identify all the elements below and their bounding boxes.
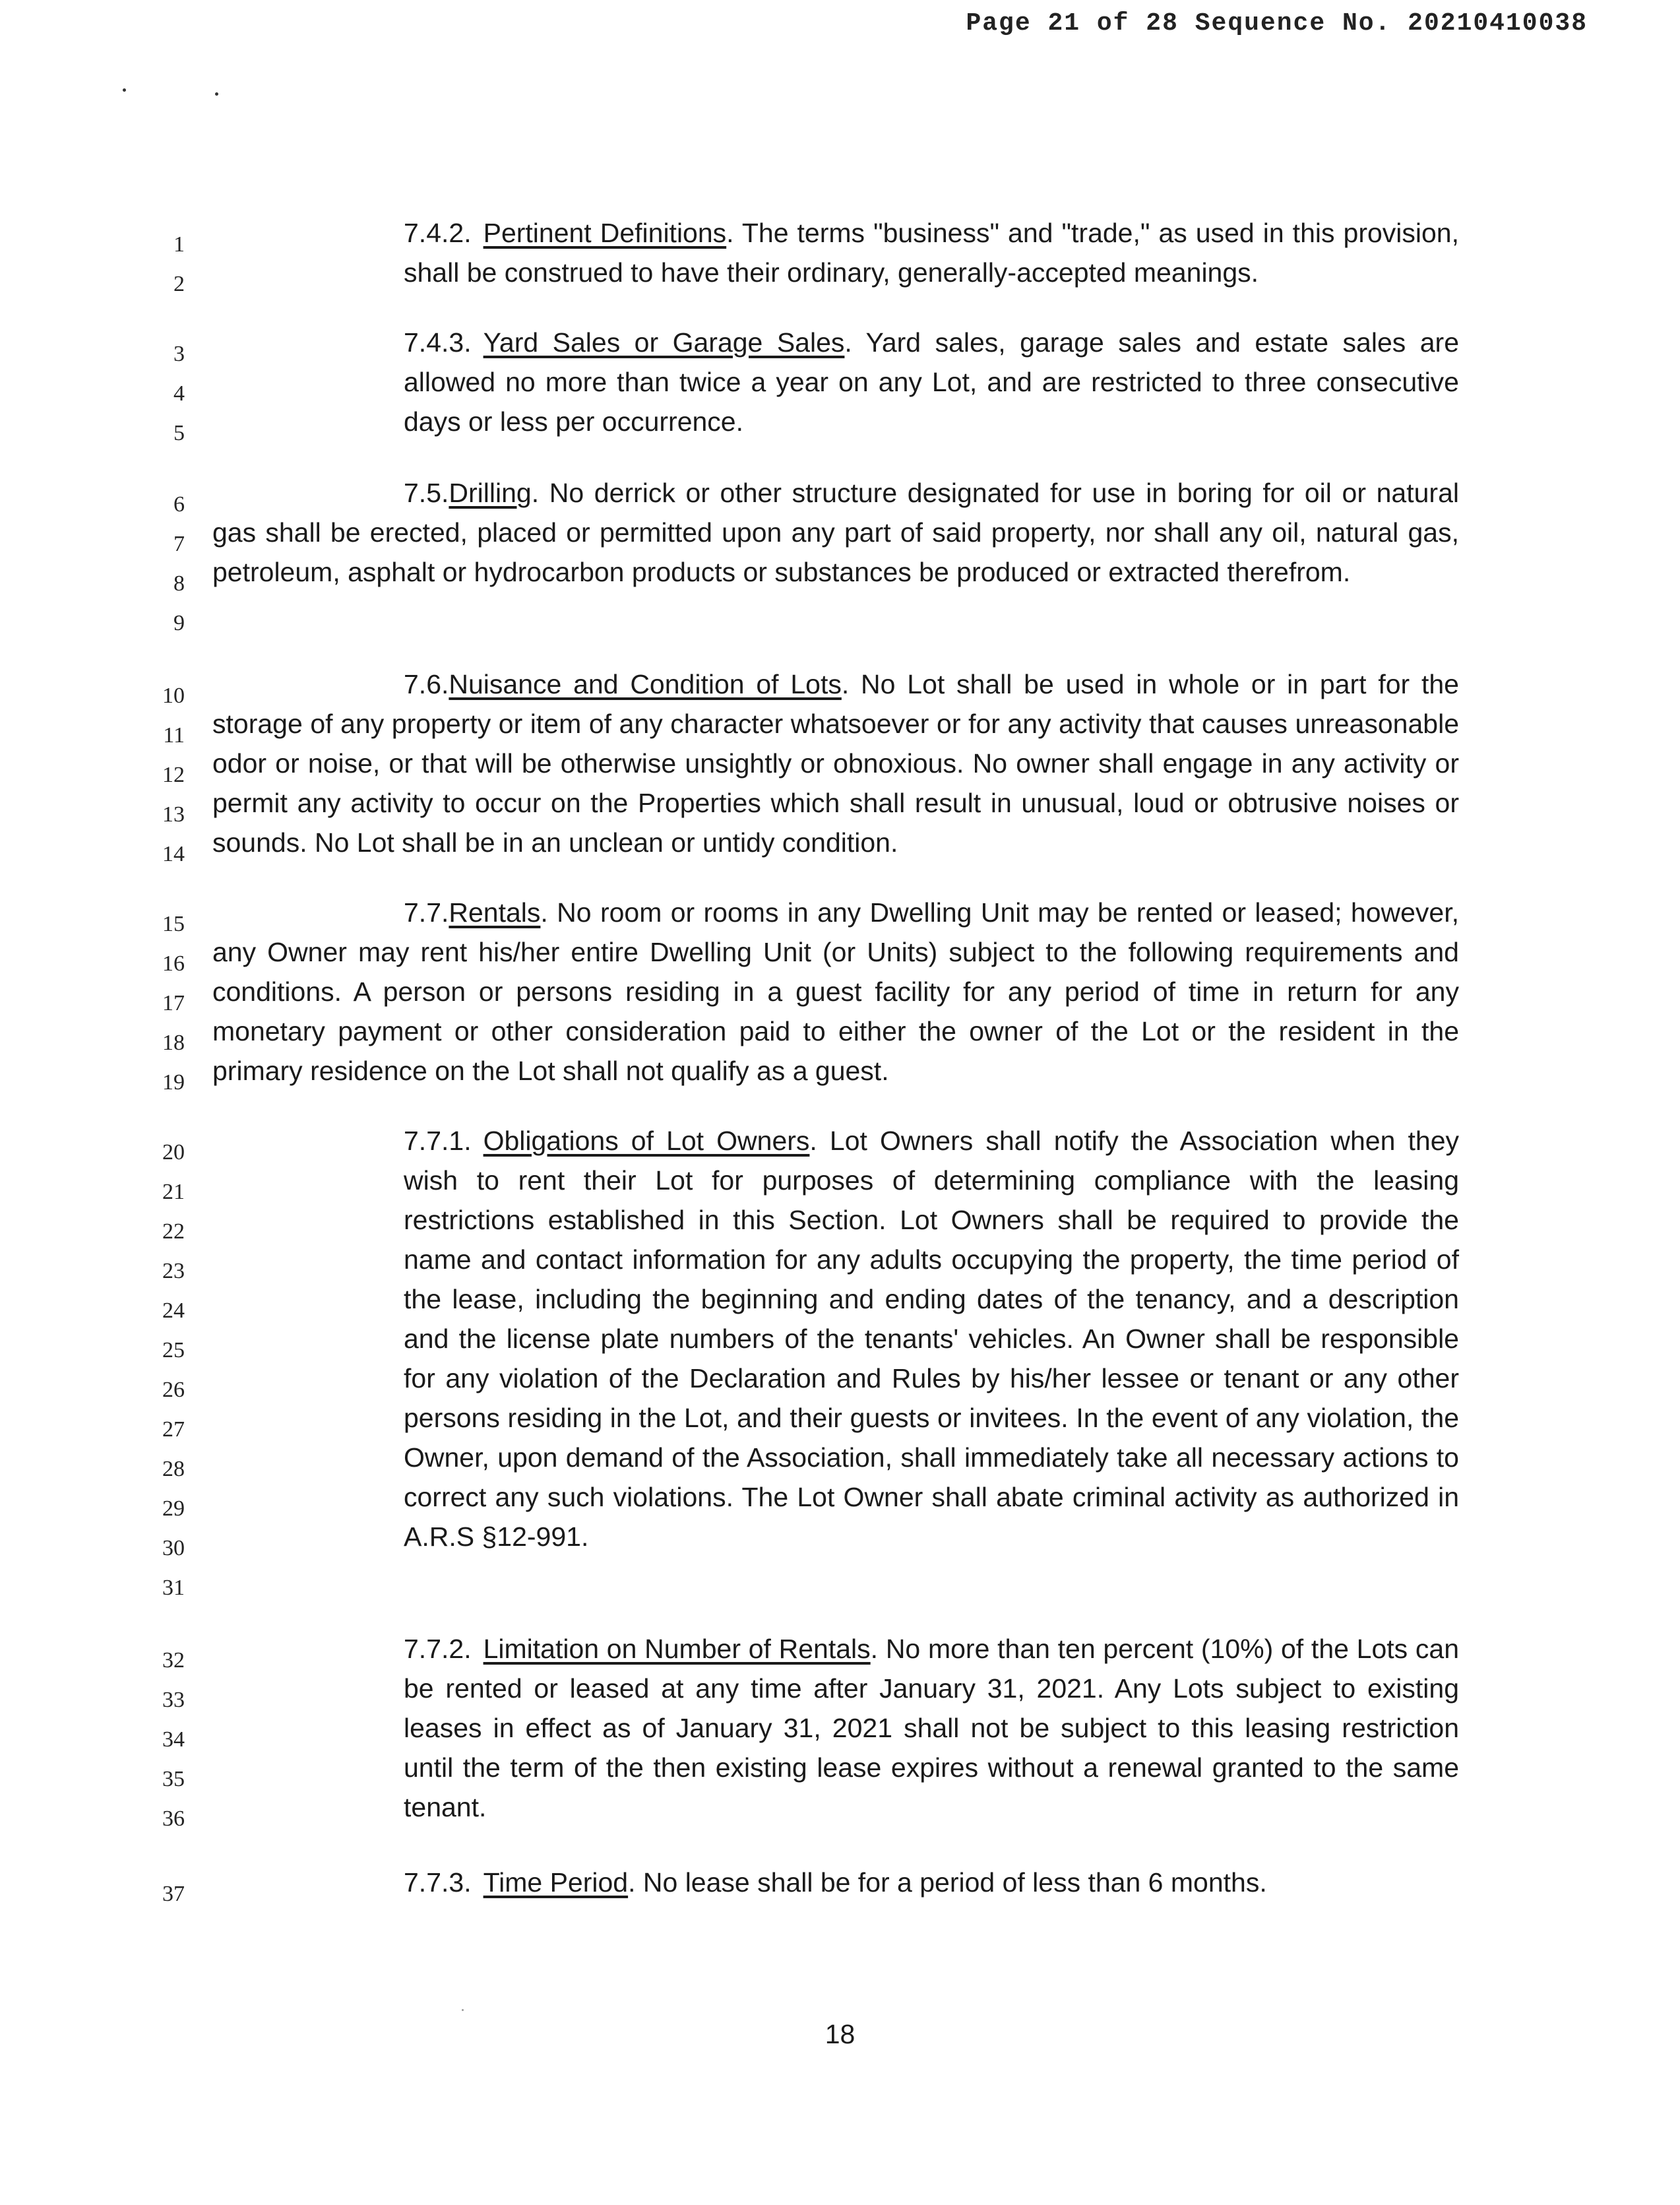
section-number: 7.5. (404, 478, 449, 508)
line-number: 31 (162, 1576, 185, 1600)
line-number: 9 (173, 611, 185, 635)
line-number: 30 (162, 1536, 185, 1560)
line-number: 29 (162, 1496, 185, 1521)
line-number: 11 (163, 723, 185, 748)
section-7-5 (212, 473, 1459, 592)
line-number: 36 (162, 1806, 185, 1831)
section-period: . (628, 1867, 636, 1898)
line-number: 10 (162, 684, 185, 708)
line-number: 22 (162, 1219, 185, 1244)
section-number: 7.6. (404, 669, 449, 699)
section-7-7 (212, 893, 1459, 1091)
line-number: 21 (162, 1180, 185, 1204)
section-heading: Time Period (483, 1867, 629, 1898)
line-number: 2 (173, 272, 185, 296)
document-stamp: Page 21 of 28 Sequence No. 20210410038 (966, 9, 1588, 38)
section-number: 7.7. (404, 897, 449, 928)
line-number: 20 (162, 1140, 185, 1165)
line-number: 28 (162, 1457, 185, 1481)
line-number: 32 (162, 1648, 185, 1673)
section-heading: Nuisance and Condition of Lots (449, 669, 842, 699)
section-body: No room or rooms in any Dwelling Unit may be rented or leased; however, any Owner may rent his/her entire Dwelling Unit (or Units) subject to the following requirements and conditions. A person or persons residing in a guest facility for any period of time in return for any monetary payment or other consideration paid to either the owner of the Lot or the resident in the primary residence on the Lot shall not qualify as a guest. (212, 897, 1459, 1086)
section-heading: Yard Sales or Garage Sales (483, 327, 845, 358)
section-body: No lease shall be for a period of less than 6 months. (635, 1867, 1267, 1898)
section-heading: Obligations of Lot Owners (483, 1126, 810, 1156)
line-number: 4 (173, 381, 185, 406)
line-number: 19 (162, 1070, 185, 1095)
section-body: Yard sales, garage sales and estate sales are allowed no more than twice a year on any Lot, and are restricted to three consecutive days or less per occurrence. (404, 327, 1459, 437)
line-number: 1 (173, 232, 185, 257)
line-number: 33 (162, 1688, 185, 1712)
line-number: 6 (173, 492, 185, 517)
section-7-6 (212, 664, 1459, 862)
section-period: . (540, 897, 548, 928)
section-number: 7.4.2. (404, 218, 472, 248)
line-number: 3 (173, 342, 185, 366)
section-period: . (809, 1126, 817, 1156)
section-body: Lot Owners shall notify the Association when they wish to rent their Lot for purposes of determining compliance with the leasing restrictions established in this Section. Lot Owners shall be required to provide the name and contact information for any adults occupying the property, the time period of the lease, including the beginning and ending dates of the tenancy, and a description and the license plate numbers of the tenants' vehicles. An Owner shall be responsible for any violation of the Declaration and Rules by his/her lessee or tenant or any other persons residing in the Lot, and their guests or invitees. In the event of any violation, the Owner, upon demand of the Association, shall immediately take all necessary actions to correct any such violations. The Lot Owner shall abate criminal activity as authorized in A.R.S §12-991. (404, 1126, 1459, 1552)
line-number: 17 (162, 991, 185, 1015)
line-number: 34 (162, 1727, 185, 1752)
page-number: 18 (824, 2019, 856, 2049)
section-number: 7.7.2. (404, 1634, 472, 1664)
section-body: The terms "business" and "trade," as used in this provision, shall be construed to have their ordinary, generally-accepted meanings. (404, 218, 1459, 288)
section-heading: Pertinent Definitions (483, 218, 727, 248)
section-number: 7.7.3. (404, 1867, 472, 1898)
line-number: 12 (162, 763, 185, 787)
section-period: . (841, 669, 850, 699)
line-number: 26 (162, 1378, 185, 1402)
line-number: 5 (173, 421, 185, 445)
section-heading: Drilling (449, 478, 532, 508)
line-number: 13 (162, 802, 185, 827)
section-body: No Lot shall be used in whole or in part for the storage of any property or item of any character whatsoever or for any activity that causes unreasonable odor or noise, or that will be otherwise unsightly or obnoxious. No owner shall engage in any activity or permit any activity to occur on the Properties which shall result in unusual, loud or obtrusive noises or sounds. No Lot shall be in an unclean or untidy condition. (212, 669, 1459, 858)
line-number: 18 (162, 1031, 185, 1055)
line-number: 35 (162, 1767, 185, 1791)
section-body: No derrick or other structure designated for use in boring for oil or natural gas shall be erected, placed or permitted upon any part of said property, nor shall any oil, natural gas, petroleum, asphalt or hydrocarbon products or substances be produced or extracted therefrom. (212, 478, 1459, 587)
line-number: 7 (173, 532, 185, 556)
line-number: 23 (162, 1259, 185, 1283)
section-7-7-3 (404, 1863, 1459, 1902)
section-heading: Limitation on Number of Rentals (483, 1634, 871, 1664)
line-number: 8 (173, 571, 185, 596)
line-number: 24 (162, 1298, 185, 1323)
section-7-4-2 (404, 213, 1459, 292)
line-number: 37 (162, 1882, 185, 1906)
line-number: 14 (162, 842, 185, 866)
section-7-7-1 (404, 1121, 1459, 1556)
section-number: 7.7.1. (404, 1126, 472, 1156)
section-period: . (531, 478, 540, 508)
line-number: 16 (162, 951, 185, 976)
section-heading: Rentals (449, 897, 541, 928)
section-number: 7.4.3. (404, 327, 472, 358)
line-number: 15 (162, 912, 185, 936)
line-number: 25 (162, 1338, 185, 1362)
line-number: 27 (162, 1417, 185, 1442)
section-period: . (844, 327, 852, 358)
section-period: . (870, 1634, 879, 1664)
section-body: No more than ten percent (10%) of the Lots can be rented or leased at any time after January 31, 2021. Any Lots subject to existing leases in effect as of January 31, 2021 shall not be subject to this leasing restriction until the term of the then existing lease expires without a renewal granted to the same tenant. (404, 1634, 1460, 1822)
section-7-7-2 (404, 1629, 1459, 1827)
section-period: . (726, 218, 734, 248)
section-7-4-3 (404, 323, 1459, 441)
